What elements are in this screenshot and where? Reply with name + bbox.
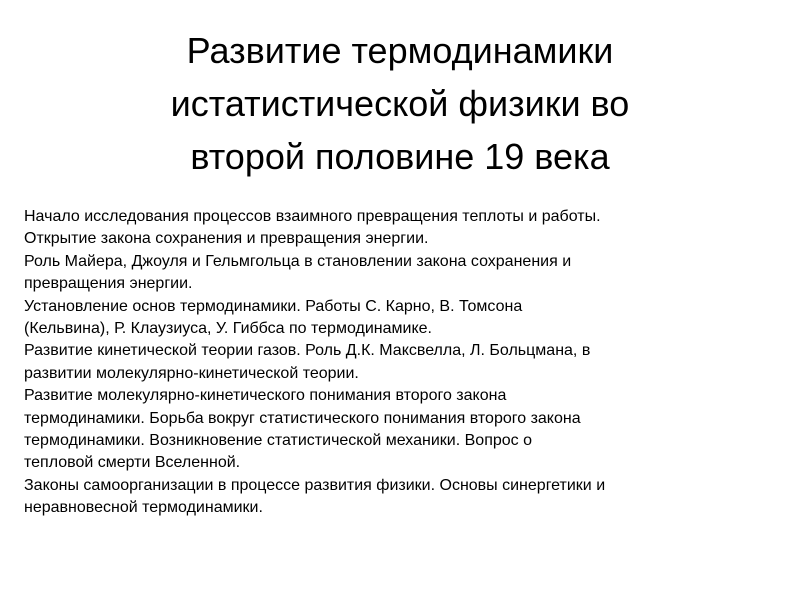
body-line: превращения энергии. — [24, 275, 193, 293]
slide-title-line: истатистической физики во — [170, 83, 630, 124]
body-line: Начало исследования процессов взаимного превращения теплоты и работы. — [24, 208, 601, 225]
slide-title-line: второй половине 19 века — [190, 136, 610, 177]
slide-title — [40, 24, 760, 183]
body-line: неравновесной термодинамики. — [24, 499, 263, 517]
body-line: (Кельвина), Р. Клаузиуса, У. Гиббса по термодинамике. — [24, 320, 432, 338]
body-line: Законы самоорганизации в процессе развития физики. Основы синергетики и — [24, 476, 606, 494]
body-line: термодинамики. Возникновение статистической механики. Вопрос о — [24, 432, 532, 450]
body-line: Роль Майера, Джоуля и Гельмгольца в становлении закона сохранения и — [24, 252, 572, 270]
body-line: термодинамики. Борьба вокруг статистического понимания второго закона — [24, 409, 581, 427]
body-line: Открытие закона сохранения и превращения энергии. — [24, 230, 429, 248]
body-line: Развитие молекулярно-кинетического понимания второго закона — [24, 387, 507, 405]
body-line: Установление основ термодинамики. Работы С. Карно, В. Томсона — [24, 297, 523, 315]
slide-title-line: Развитие термодинамики — [186, 30, 614, 71]
body-line: Развитие кинетической теории газов. Роль Д.К. Максвелла, Л. Больцмана, в — [24, 342, 591, 360]
body-line: тепловой смерти Вселенной. — [24, 454, 241, 472]
slide-body-text — [24, 206, 764, 520]
body-line: развитии молекулярно-кинетической теории. — [24, 364, 359, 382]
